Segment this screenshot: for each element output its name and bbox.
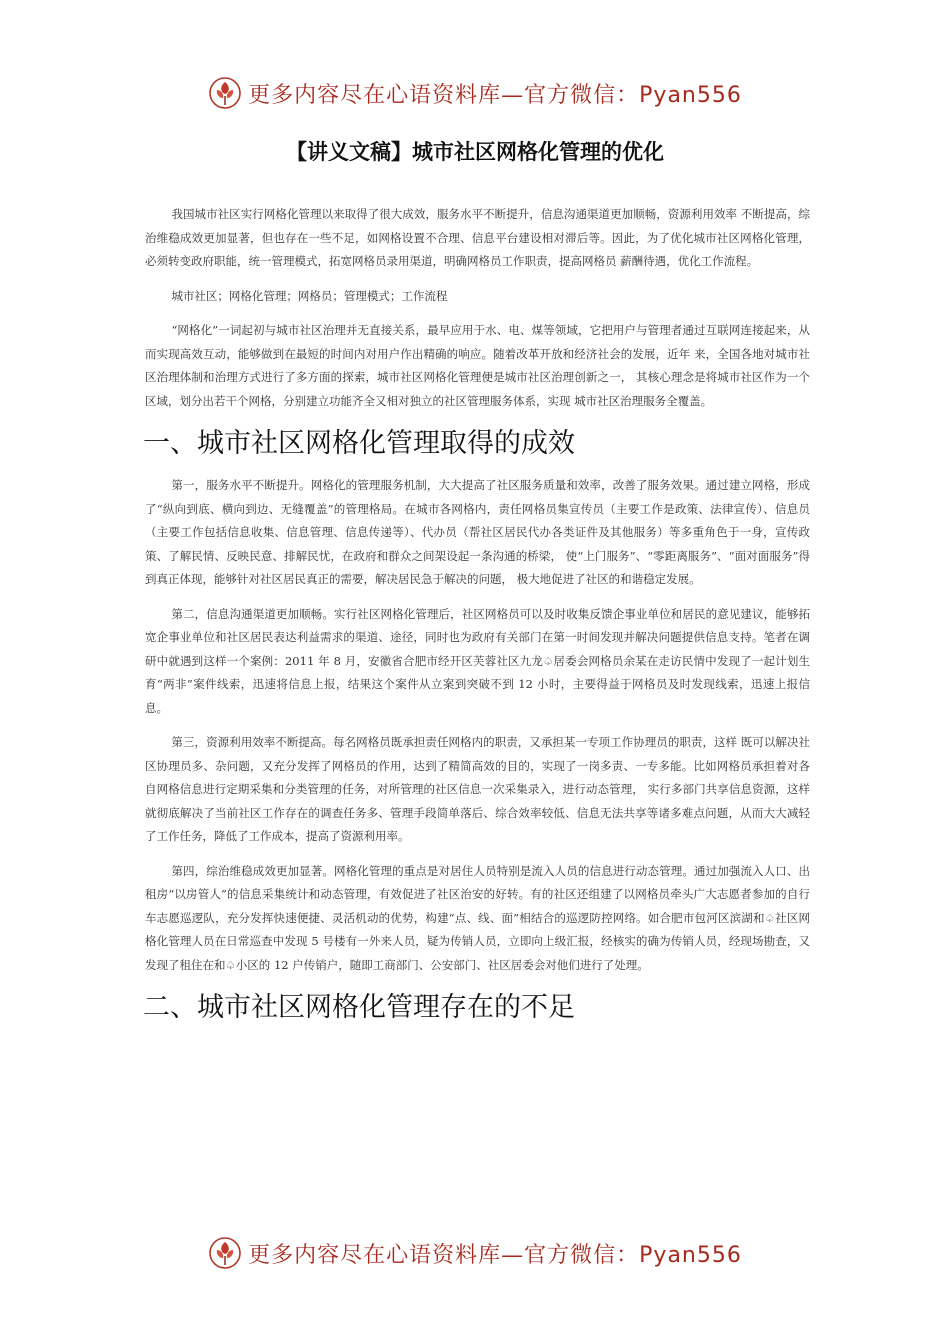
banner-text: 更多内容尽在心语资料库—官方微信：Pyan556 bbox=[248, 82, 742, 108]
section1-paragraph-3: 第三，资源利用效率不断提高。每名网格员既承担责任网格内的职责，又承担某一专项工作协理员的职责，这样 既可以解决社区协理员多、杂问题，又充分发挥了网格员的作用，达到了精简高效的目的，实现了一岗多责、一专多能。比如网格员承担着对各自网格信息进行定期采集和分类管理的任务，对所管理的社区信息一次采集录入，进行动态管理， 实行多部门共享信息资源，这样就彻底解决了当前社区工作存在的调查任务多、管理手段简单落后、综合效率较低、信息无法共享等诸多难点问题，从而大大减轻了工作任务，降低了工作成本，提高了资源利用率。 bbox=[145, 735, 810, 843]
keywords-paragraph: 城市社区；网格化管理；网格员；管理模式；工作流程 bbox=[171, 288, 448, 303]
banner-text: 更多内容尽在心语资料库—官方微信：Pyan556 bbox=[248, 1242, 742, 1268]
intro-paragraph: “网格化”一词起初与城市社区治理并无直接关系，最早应用于水、电、煤等领域，它把用户与管理者通过互联网连接起来，从而实现高效互动，能够做到在最短的时间内对用户作出精确的响应。随着改革开放和经济社会的发展，近年 来，全国各地对城市社区治理体制和治理方式进行了多方面的探索，城市社区网格化管理便是城市社区治理创新之一， 其核心理念是将城市社区作为一个区域，划分出若干个网格，分别建立功能齐全又相对独立的社区管理服务体系，实现 城市社区治理服务全覆盖。 bbox=[145, 323, 810, 408]
section-heading-1: 一、城市社区网格化管理取得的成效 bbox=[143, 428, 575, 459]
flower-logo-icon bbox=[208, 1236, 242, 1270]
header-banner bbox=[0, 70, 950, 116]
flower-logo-icon bbox=[208, 76, 242, 110]
footer-banner bbox=[0, 1230, 950, 1276]
section1-paragraph-4: 第四，综治维稳成效更加显著。网格化管理的重点是对居住人员特别是流入人员的信息进行动态管理。通过加强流入人口、出租房“以房管人”的信息采集统计和动态管理，有效促进了社区治安的好转。有的社区还组建了以网格员牵头广大志愿者参加的自行车志愿巡逻队，充分发挥快速便捷、灵活机动的优势，构建“点、线、面”相结合的巡逻防控网络。如合肥市包河区滨湖和♤社区网格化管理人员在日常巡查中发现 5 号楼有一外来人员，疑为传销人员，立即向上级汇报，经核实的确为传销人员，经现场勘查，又发现了租住在和♤小区的 12 户传销户，随即工商部门、公安部门、社区居委会对他们进行了处理。 bbox=[145, 863, 810, 972]
wechat-id: Pyan556 bbox=[639, 82, 742, 108]
wechat-id: Pyan556 bbox=[639, 1242, 742, 1268]
section1-paragraph-2: 第二，信息沟通渠道更加顺畅。实行社区网格化管理后，社区网格员可以及时收集反馈企事业单位和居民的意见建议，能够拓宽企事业单位和社区居民表达利益需求的渠道、途径，同时也为政府有关部门在第一时间发现并解决问题提供信息支持。笔者在调研中就遇到这样一个案例：2011 年 8 月，安徽省合肥市经开区芙蓉社区九龙♤居委会网格员余某在走访民情中发现了一起计划生育“两非”案件线索，迅速将信息上报，结果这个案件从立案到突破不到 12 小时，主要得益于网格员及时发现线索，迅速上报信息。 bbox=[145, 606, 810, 715]
document-body bbox=[145, 203, 810, 1038]
abstract-paragraph: 我国城市社区实行网格化管理以来取得了很大成效，服务水平不断提升，信息沟通渠道更加顺畅，资源利用效率 不断提高，综治维稳成效更加显著，但也存在一些不足，如网格设置不合理、信息平台建设相对滞后等。因此，为了优化城市社区网格化管理，必须转变政府职能，统一管理模式，拓宽网格员录用渠道，明确网格员工作职责，提高网格员 薪酬待遇，优化工作流程。 bbox=[145, 207, 810, 268]
document-title: 【讲义文稿】城市社区网格化管理的优化 bbox=[286, 140, 664, 164]
section-heading-2: 二、城市社区网格化管理存在的不足 bbox=[143, 992, 575, 1023]
section1-paragraph-1: 第一，服务水平不断提升。网格化的管理服务机制，大大提高了社区服务质量和效率，改善了服务效果。通过建立网格，形成了“纵向到底、横向到边、无缝覆盖”的管理格局。在城市各网格内，责任网格员集宣传员（主要工作是政策、法律宣传）、信息员（主要工作包括信息收集、信息管理、信息传递等）、代办员（帮社区居民代办各类证件及其他服务）等多重角色于一身，宣传政策、了解民情、反映民意、排解民忧，在政府和群众之间架设起一条沟通的桥梁， 使“上门服务”、“零距离服务”、“面对面服务”得到真正体现，能够针对社区居民真正的需要，解决居民急于解决的问题， 极大地促进了社区的和谐稳定发展。 bbox=[145, 478, 810, 586]
